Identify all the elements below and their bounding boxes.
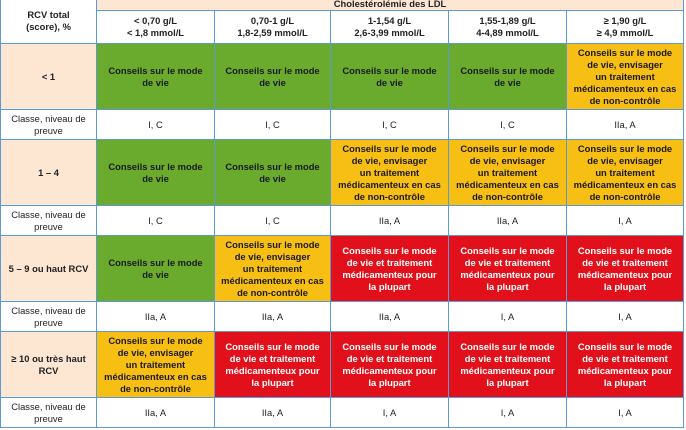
class-cell: I, A — [567, 398, 684, 428]
recommendation-cell — [567, 44, 684, 110]
class-cell: I, C — [97, 206, 215, 236]
class-cell: IIa, A — [331, 206, 449, 236]
recommendation-cell — [97, 236, 215, 302]
recommendation-text: Conseils sur le mode de vie, envisager un traitement médicamenteux en cas de non-contrôle — [573, 46, 677, 106]
recommendation-cell — [449, 44, 567, 110]
class-cell: I, A — [449, 398, 567, 428]
class-label: Classe, niveau de preuve — [1, 110, 97, 140]
col1-line2: < 1,8 mmol/L — [126, 27, 185, 38]
class-label: Classe, niveau de preuve — [1, 302, 97, 332]
class-cell: IIa, A — [449, 206, 567, 236]
class-row — [1, 398, 684, 428]
row-label: 5 – 9 ou haut RCV — [1, 236, 97, 302]
class-cell: I, A — [567, 302, 684, 332]
col1-line1: < 0,70 g/L — [134, 15, 177, 26]
col4-line1: 1,55-1,89 g/L — [479, 15, 536, 26]
class-cell: IIa, A — [215, 398, 331, 428]
recommendation-cell — [449, 332, 567, 398]
column-header-1 — [97, 11, 215, 44]
recommendation-text: Conseils sur le mode de vie — [225, 160, 320, 184]
recommendation-text: Conseils sur le mode de vie, envisager un traitement médicamenteux en cas de non-contrôle — [456, 142, 559, 202]
column-header-5 — [567, 11, 684, 44]
class-row — [1, 302, 684, 332]
class-cell: IIa, A — [97, 398, 215, 428]
column-header-2 — [215, 11, 331, 44]
recommendation-cell — [97, 332, 215, 398]
recommendation-cell — [331, 236, 449, 302]
class-cell: I, A — [449, 302, 567, 332]
recommendation-text: Conseils sur le mode de vie et traitement médicamenteux pour la plupart — [577, 340, 673, 388]
risk-row — [1, 332, 684, 398]
class-cell: IIa, A — [331, 302, 449, 332]
recommendation-cell — [567, 140, 684, 206]
column-header-3 — [331, 11, 449, 44]
recommendation-text: Conseils sur le mode de vie et traitement médicamenteux pour la plupart — [460, 244, 555, 292]
class-cell: I, A — [331, 398, 449, 428]
recommendation-text: Conseils sur le mode de vie, envisager un traitement médicamenteux en cas de non-contrôle — [573, 142, 677, 202]
class-row — [1, 110, 684, 140]
recommendation-text: Conseils sur le mode de vie — [108, 160, 203, 184]
class-cell: I, C — [331, 110, 449, 140]
col3-line1: 1-1,54 g/L — [367, 15, 412, 26]
class-cell: I, A — [567, 206, 684, 236]
class-cell: I, C — [97, 110, 215, 140]
recommendation-text: Conseils sur le mode de vie, envisager un traitement médicamenteux en cas de non-contrôle — [338, 142, 441, 202]
recommendation-text: Conseils sur le mode de vie — [225, 64, 320, 88]
risk-row — [1, 236, 684, 302]
recommendation-cell — [449, 140, 567, 206]
col4-line2: 4-4,89 mmol/L — [476, 27, 539, 38]
corner-line1: RCV total — [27, 8, 70, 20]
recommendation-text: Conseils sur le mode de vie — [460, 64, 555, 88]
row-label: < 1 — [1, 44, 97, 110]
recommendation-cell — [215, 140, 331, 206]
recommendation-cell — [331, 44, 449, 110]
recommendation-cell — [331, 332, 449, 398]
column-header-row — [1, 11, 684, 44]
recommendation-text: Conseils sur le mode de vie et traitement médicamenteux pour la plupart — [225, 340, 320, 388]
recommendation-text: Conseils sur le mode de vie, envisager un traitement médicamenteux en cas de non-contrôle — [104, 334, 207, 394]
row-label: ≥ 10 ou très haut RCV — [1, 332, 97, 398]
class-cell: IIa, A — [567, 110, 684, 140]
risk-row — [1, 44, 684, 110]
class-cell: I, C — [215, 206, 331, 236]
recommendation-text: Conseils sur le mode de vie et traitement médicamenteux pour la plupart — [577, 244, 673, 292]
recommendation-text: Conseils sur le mode de vie — [108, 256, 203, 280]
corner-header — [1, 0, 97, 44]
risk-row — [1, 140, 684, 206]
col2-line2: 1,8-2,59 mmol/L — [237, 27, 308, 38]
col2-line1: 0,70-1 g/L — [250, 15, 295, 26]
recommendation-text: Conseils sur le mode de vie — [108, 64, 203, 88]
row-label: 1 – 4 — [1, 140, 97, 206]
class-cell: I, C — [449, 110, 567, 140]
recommendation-cell — [215, 44, 331, 110]
recommendation-cell — [97, 140, 215, 206]
col5-line1: ≥ 1,90 g/L — [603, 15, 647, 26]
recommendation-cell — [331, 140, 449, 206]
recommendation-text: Conseils sur le mode de vie, envisager un traitement médicamenteux en cas de non-contrôle — [221, 238, 324, 298]
class-cell: I, C — [215, 110, 331, 140]
recommendation-text: Conseils sur le mode de vie et traitement médicamenteux pour la plupart — [342, 244, 437, 292]
recommendation-text: Conseils sur le mode de vie et traitement médicamenteux pour la plupart — [460, 340, 555, 388]
class-label: Classe, niveau de preuve — [1, 206, 97, 236]
class-cell: IIa, A — [215, 302, 331, 332]
ldl-title: Cholestérolémie des LDL — [97, 0, 684, 11]
recommendation-cell — [215, 236, 331, 302]
corner-line2: (score), % — [26, 20, 71, 32]
class-row — [1, 206, 684, 236]
recommendation-cell — [449, 236, 567, 302]
col5-line2: ≥ 4,9 mmol/L — [596, 27, 654, 38]
recommendation-cell — [567, 332, 684, 398]
class-cell: IIa, A — [97, 302, 215, 332]
recommendation-text: Conseils sur le mode de vie et traitement médicamenteux pour la plupart — [342, 340, 437, 388]
class-label: Classe, niveau de preuve — [1, 398, 97, 428]
recommendation-cell — [215, 332, 331, 398]
column-header-4 — [449, 11, 567, 44]
recommendation-cell — [567, 236, 684, 302]
recommendation-cell — [97, 44, 215, 110]
col3-line2: 2,6-3,99 mmol/L — [354, 27, 425, 38]
recommendation-text: Conseils sur le mode de vie — [342, 64, 437, 88]
